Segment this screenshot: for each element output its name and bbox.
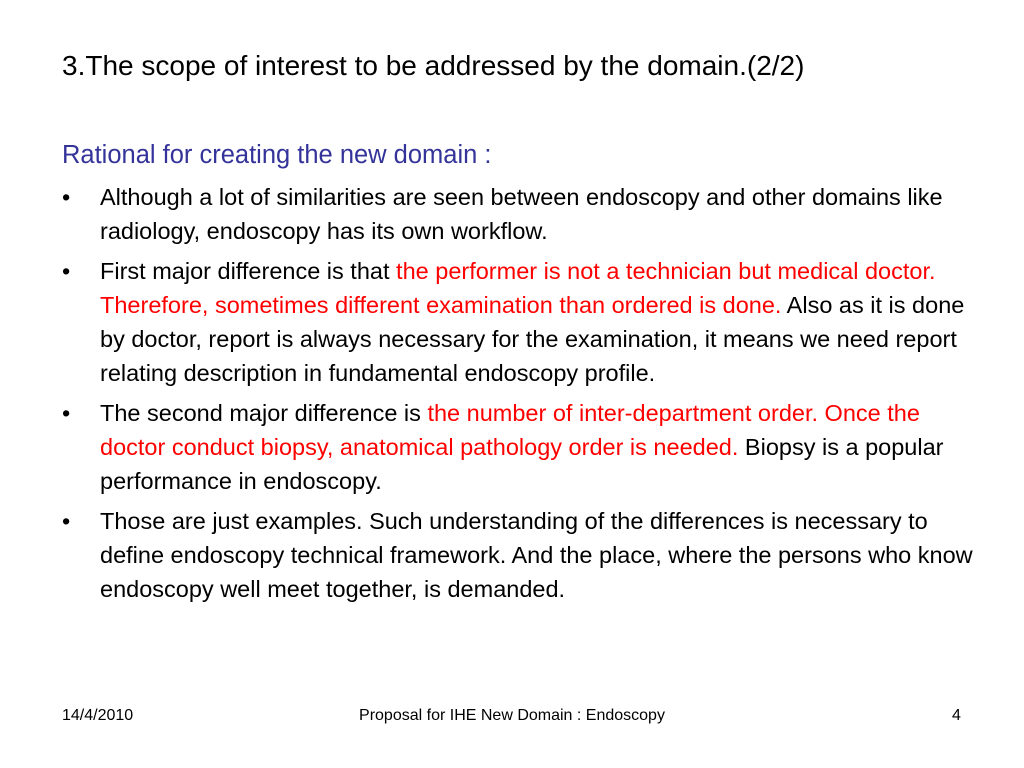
- bullet-marker: •: [62, 507, 71, 534]
- bullet-text: Biopsy is a popular performance in endoscopy.: [100, 434, 944, 495]
- bullet-text: The second major difference is: [100, 399, 428, 426]
- footer-date: 14/4/2010: [62, 707, 134, 724]
- bullet-item: [62, 396, 987, 499]
- bullet-marker: •: [62, 257, 71, 284]
- bullet-highlight: the number of inter-department order. Once the doctor conduct biopsy, anatomical pathology order is needed.: [100, 399, 920, 461]
- slide-subtitle: Rational for creating the new domain :: [62, 141, 492, 169]
- bullet-text: Also as it is done by doctor, report is always necessary for the examination, it means we need report relating description in fundamental endoscopy profile.: [100, 291, 965, 387]
- bullet-item: [62, 180, 987, 249]
- bullet-text: First major difference is that: [100, 257, 397, 284]
- bullet-list: [62, 180, 987, 607]
- bullet-item: [62, 504, 987, 607]
- bullet-text: Although a lot of similarities are seen between endoscopy and other domains like radiology, endoscopy has its own workflow.: [100, 184, 943, 245]
- bullet-item: [62, 254, 987, 391]
- page-number: 4: [952, 707, 961, 724]
- bullet-highlight: the performer is not a technician but medical doctor. Therefore, sometimes different examination than ordered is done.: [100, 257, 936, 318]
- bullet-marker: •: [62, 399, 71, 426]
- slide-title: 3.The scope of interest to be addressed by the domain.(2/2): [62, 50, 805, 81]
- bullet-text: Those are just examples. Such understanding of the differences is necessary to define endoscopy technical framework. And the place, where the persons who know endoscopy well meet together, is demanded.: [100, 507, 973, 603]
- footer-title: Proposal for IHE New Domain : Endoscopy: [359, 707, 665, 724]
- bullet-marker: •: [62, 184, 71, 210]
